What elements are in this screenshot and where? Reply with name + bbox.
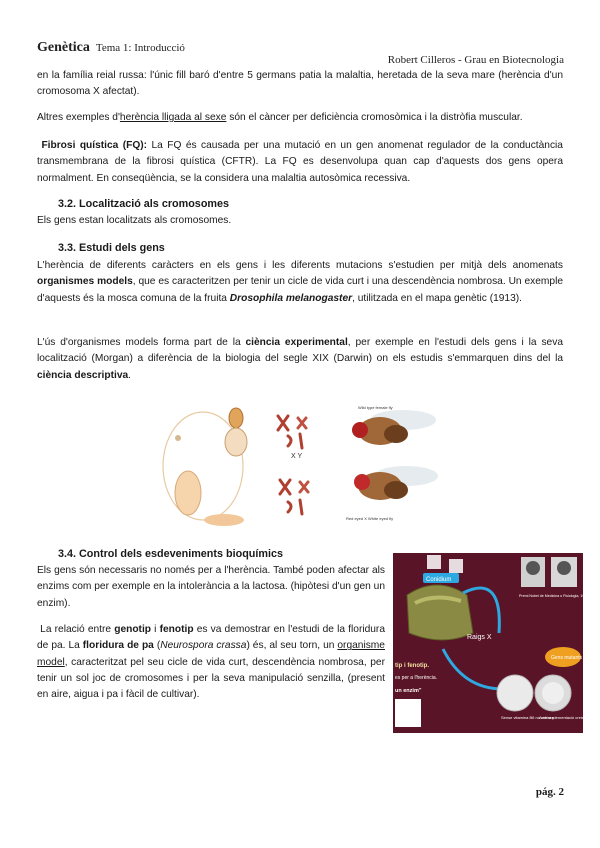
text-fragment: , que es caracteritzen per tenir un cicle de vida curt i una descendència nombrosa. Un exemple d'aquests és la mosca comuna de la fruita bbox=[37, 276, 563, 304]
section-3-4-paragraph-2 bbox=[37, 622, 385, 703]
text-fragment: i bbox=[151, 624, 160, 635]
chromosome-pair-bottom bbox=[280, 480, 308, 514]
section-3-2-heading: 3.2. Localització als cromosomes bbox=[58, 198, 230, 210]
subject-title: Genètica bbox=[37, 40, 90, 55]
drosophila-figure bbox=[158, 398, 440, 530]
text-fragment: L'ús d'organismes models forma part de la bbox=[37, 337, 246, 348]
model-organism-link[interactable]: organisme model bbox=[37, 640, 385, 668]
section-3-2-text: Els gens estan localitzats als cromosomes. bbox=[37, 215, 232, 226]
sketch-thumbnail bbox=[427, 555, 441, 569]
genotype-phenotype-label: tip i fenotip. bbox=[395, 663, 429, 669]
section-3-4-heading: 3.4. Control dels esdeveniments bioquímics bbox=[58, 548, 283, 560]
paragraph-sex-linked bbox=[37, 110, 563, 126]
term-model-organisms: organismes models bbox=[37, 276, 133, 288]
chromosome-pair-top bbox=[278, 416, 306, 448]
heredity-label: es per a l'herència. bbox=[395, 675, 438, 681]
life-cycle-ring bbox=[163, 412, 243, 520]
term-phenotype: fenotip bbox=[159, 624, 194, 635]
term-drosophila: Drosophila melanogaster bbox=[229, 292, 353, 304]
term-experimental-science: ciència experimental bbox=[245, 337, 348, 348]
one-gene-one-enzyme-label: un enzim" bbox=[395, 688, 422, 694]
text-fragment: ( bbox=[153, 640, 161, 652]
drosophila-illustration bbox=[158, 398, 440, 530]
paragraph-cystic-fibrosis bbox=[37, 138, 563, 187]
conidium-label: Conidium bbox=[426, 577, 452, 583]
text-fragment: són el càncer per deficiència cromosòmica i la distròfia muscular. bbox=[226, 112, 523, 123]
text-fragment: La FQ és causada per una mutació en un gen anomenat regulador de la conductància transmembrana de la fibrosi quística (CFTR). La FQ es desenvolupa quan cap d'aquests dos gens opera normalment. En conseqüència, se la considera una malaltia autosòmica recessiva. bbox=[37, 140, 563, 184]
text-fragment: , utilitzada en el mapa genètic (1913). bbox=[352, 292, 522, 304]
text-fragment: Altres exemples d' bbox=[37, 112, 120, 123]
moldy-bread-icon bbox=[407, 585, 473, 640]
header-title bbox=[37, 38, 185, 56]
dish-label-growth: Amb suplementació creix bbox=[539, 715, 583, 720]
page-number: pág. 2 bbox=[535, 786, 564, 798]
section-3-3-heading: 3.3. Estudi dels gens bbox=[58, 242, 165, 254]
dish-label-no-growth: Sense vitamina B6 no creixen bbox=[501, 715, 554, 720]
egg-icon bbox=[175, 435, 181, 441]
paragraph-russian-family: en la família reial russa: l'únic fill baró d'entre 5 germans patia la malaltia, heretada de la seva mare (herència d'un cromosoma X afectat). bbox=[37, 70, 563, 98]
adult-fly-icon bbox=[229, 408, 243, 428]
larva-icon bbox=[204, 514, 244, 526]
pupa-icon bbox=[175, 471, 201, 515]
wild-type-fly-photo bbox=[352, 410, 436, 445]
nobel-prize-label: Premi Nobel de Medicina o Fisiologia, 1958 bbox=[519, 594, 583, 598]
x-ray-label: Raigs X bbox=[467, 634, 492, 641]
mutant-genes-label: Gens mutants bbox=[551, 655, 583, 661]
term-neurospora: Neurospora crassa bbox=[160, 640, 247, 652]
term-descriptive-science: ciència descriptiva bbox=[37, 369, 129, 381]
fly-photo-label-top: Wild type female fly bbox=[358, 405, 393, 410]
sex-linked-link[interactable]: herència lligada al sexe bbox=[119, 112, 227, 123]
section-3-3-paragraph-1 bbox=[37, 258, 563, 307]
term-cystic-fibrosis: Fibrosi quística (FQ): bbox=[41, 140, 148, 151]
text-fragment: ) és, al seu torn, un bbox=[246, 640, 338, 652]
text-fragment: L'herència de diferents caràcters en els gens i les diferents mutacions s'estudien per mitjà dels anomenats bbox=[37, 260, 563, 271]
section-3-3-paragraph-2 bbox=[37, 335, 563, 384]
section-3-4-paragraph-1: Els gens són necessaris no només per a l'herència. També poden afectar als enzims com per exemple en la intolerància a la lactosa. (hipòtesi d'un gen un enzim). bbox=[37, 565, 385, 609]
neurospora-figure bbox=[393, 553, 583, 733]
neurospora-illustration bbox=[393, 553, 583, 733]
fly-photo-label-bottom: Red eyed X White eyed fly bbox=[346, 516, 394, 521]
petri-dish-no-growth bbox=[497, 675, 533, 711]
text-fragment: , caracteritzat pel seu cicle de vida curt, descendència nombrosa, per tenir un sol joc de cromosomes i per la seva manipulació senzilla, (present en aire, aigua i pa i fàcil de cultivar). bbox=[37, 656, 385, 701]
text-fragment: . bbox=[128, 369, 132, 381]
fly-body-icon bbox=[225, 428, 247, 456]
sketch-thumbnail bbox=[449, 559, 463, 573]
term-genotype: genotip bbox=[114, 624, 151, 635]
text-fragment: , per exemple en l'estudi dels gens i la seva localització (Morgan) a diferència de la biologia del segle XIX (Darwin) on els estudis s'emmarquen dins del la bbox=[37, 337, 563, 365]
term-bread-mold: floridura de pa bbox=[82, 640, 154, 652]
sketch-thumbnail bbox=[395, 699, 421, 727]
mutant-fly-photo bbox=[354, 466, 438, 500]
text-fragment: La relació entre bbox=[40, 624, 115, 635]
topic-title: Tema 1: Introducció bbox=[95, 42, 185, 54]
chromosome-label-top: X Y bbox=[291, 453, 303, 460]
text-fragment: es va demostrar en l'estudi de la floridura de pa. La bbox=[37, 624, 385, 652]
author-line: Robert Cilleros - Grau en Biotecnologia bbox=[387, 54, 564, 66]
